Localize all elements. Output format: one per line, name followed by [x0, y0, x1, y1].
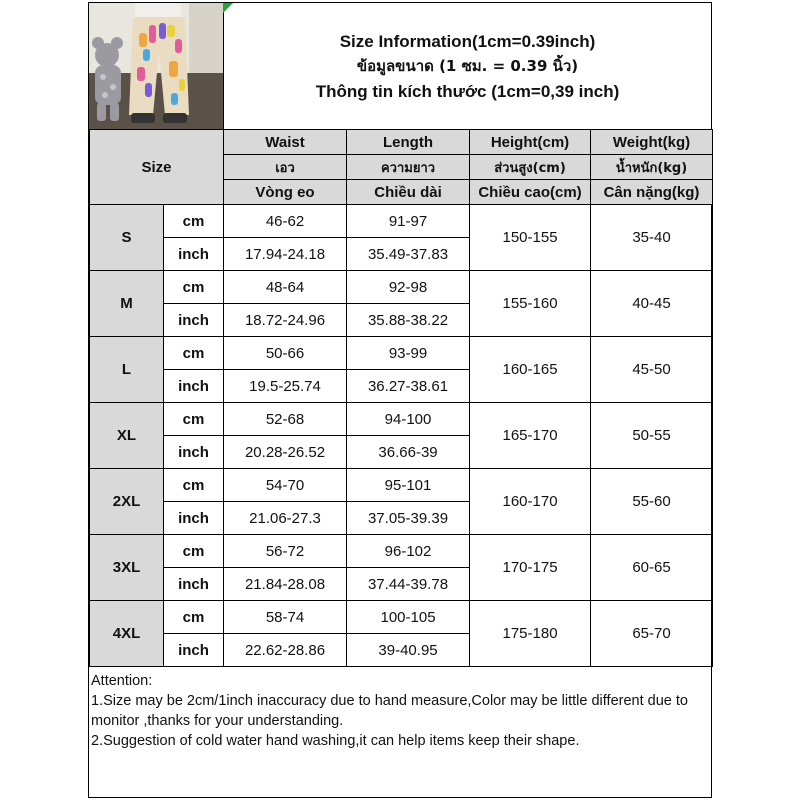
waist-inch: 22.62-28.86: [224, 634, 347, 667]
col-length-vi: Chiều dài: [347, 180, 470, 205]
attention-note-1: 1.Size may be 2cm/1inch inaccuracy due to hand measure,Color may be little different due to monitor ,thanks for your understanding.: [91, 693, 688, 729]
table-row: [90, 205, 713, 238]
length-inch: 35.88-38.22: [347, 304, 470, 337]
waist-inch: 18.72-24.96: [224, 304, 347, 337]
title-block: [224, 3, 711, 129]
attention-note-2: 2.Suggestion of cold water hand washing,it can help items keep their shape.: [91, 733, 580, 749]
waist-cm: 46-62: [224, 205, 347, 238]
unit-inch: inch: [164, 634, 224, 667]
waist-inch: 20.28-26.52: [224, 436, 347, 469]
unit-inch: inch: [164, 502, 224, 535]
col-weight-en: Weight(kg): [591, 130, 713, 155]
height-range: 175-180: [470, 601, 591, 667]
waist-cm: 58-74: [224, 601, 347, 634]
col-height-th: ส่วนสูง(cm): [470, 155, 591, 180]
waist-inch: 17.94-24.18: [224, 238, 347, 271]
length-inch: 37.05-39.39: [347, 502, 470, 535]
waist-cm: 48-64: [224, 271, 347, 304]
size-column-header: Size: [90, 130, 224, 205]
size-name: XL: [90, 403, 164, 469]
waist-cm: 52-68: [224, 403, 347, 436]
length-inch: 36.66-39: [347, 436, 470, 469]
title-thai: ข้อมูลขนาด (1 ซม. = 0.39 นิ้ว): [356, 56, 579, 75]
col-waist-en: Waist: [224, 130, 347, 155]
height-range: 165-170: [470, 403, 591, 469]
waist-inch: 19.5-25.74: [224, 370, 347, 403]
length-inch: 36.27-38.61: [347, 370, 470, 403]
unit-cm: cm: [164, 535, 224, 568]
header: [89, 3, 711, 130]
unit-inch: inch: [164, 436, 224, 469]
unit-cm: cm: [164, 337, 224, 370]
height-range: 150-155: [470, 205, 591, 271]
unit-cm: cm: [164, 601, 224, 634]
length-inch: 37.44-39.78: [347, 568, 470, 601]
waist-cm: 54-70: [224, 469, 347, 502]
size-name: M: [90, 271, 164, 337]
length-cm: 92-98: [347, 271, 470, 304]
height-range: 170-175: [470, 535, 591, 601]
col-waist-vi: Vòng eo: [224, 180, 347, 205]
attention-notes: [91, 671, 709, 751]
col-length-th: ความยาว: [347, 155, 470, 180]
unit-cm: cm: [164, 403, 224, 436]
length-cm: 96-102: [347, 535, 470, 568]
product-photo: [89, 3, 224, 129]
col-weight-vi: Cân nặng(kg): [591, 180, 713, 205]
size-name: S: [90, 205, 164, 271]
size-chart-card: [88, 2, 712, 798]
table-row: [90, 535, 713, 568]
title-english: Size Information(1cm=0.39inch): [339, 31, 596, 51]
height-range: 160-170: [470, 469, 591, 535]
weight-range: 50-55: [591, 403, 713, 469]
weight-range: 40-45: [591, 271, 713, 337]
weight-range: 60-65: [591, 535, 713, 601]
col-length-en: Length: [347, 130, 470, 155]
weight-range: 35-40: [591, 205, 713, 271]
length-cm: 91-97: [347, 205, 470, 238]
length-cm: 95-101: [347, 469, 470, 502]
title-vietnamese: Thông tin kích thước (1cm=0,39 inch): [315, 81, 620, 101]
unit-cm: cm: [164, 271, 224, 304]
unit-inch: inch: [164, 304, 224, 337]
waist-cm: 50-66: [224, 337, 347, 370]
col-height-en: Height(cm): [470, 130, 591, 155]
length-cm: 94-100: [347, 403, 470, 436]
size-name: 3XL: [90, 535, 164, 601]
length-cm: 93-99: [347, 337, 470, 370]
product-photo-illustration: [89, 3, 223, 129]
attention-heading: Attention:: [91, 673, 153, 689]
weight-range: 65-70: [591, 601, 713, 667]
table-row: [90, 403, 713, 436]
weight-range: 45-50: [591, 337, 713, 403]
col-weight-th: น้ำหนัก(kg): [591, 155, 713, 180]
waist-cm: 56-72: [224, 535, 347, 568]
waist-inch: 21.06-27.3: [224, 502, 347, 535]
header-row-english: [90, 130, 713, 155]
col-waist-th: เอว: [224, 155, 347, 180]
size-table: [89, 129, 713, 667]
unit-inch: inch: [164, 568, 224, 601]
length-inch: 39-40.95: [347, 634, 470, 667]
unit-cm: cm: [164, 205, 224, 238]
table-row: [90, 337, 713, 370]
col-height-vi: Chiều cao(cm): [470, 180, 591, 205]
height-range: 160-165: [470, 337, 591, 403]
unit-inch: inch: [164, 370, 224, 403]
waist-inch: 21.84-28.08: [224, 568, 347, 601]
size-name: 2XL: [90, 469, 164, 535]
weight-range: 55-60: [591, 469, 713, 535]
length-cm: 100-105: [347, 601, 470, 634]
size-name: 4XL: [90, 601, 164, 667]
height-range: 155-160: [470, 271, 591, 337]
length-inch: 35.49-37.83: [347, 238, 470, 271]
unit-inch: inch: [164, 238, 224, 271]
size-name: L: [90, 337, 164, 403]
table-row: [90, 469, 713, 502]
table-row: [90, 601, 713, 634]
table-row: [90, 271, 713, 304]
unit-cm: cm: [164, 469, 224, 502]
